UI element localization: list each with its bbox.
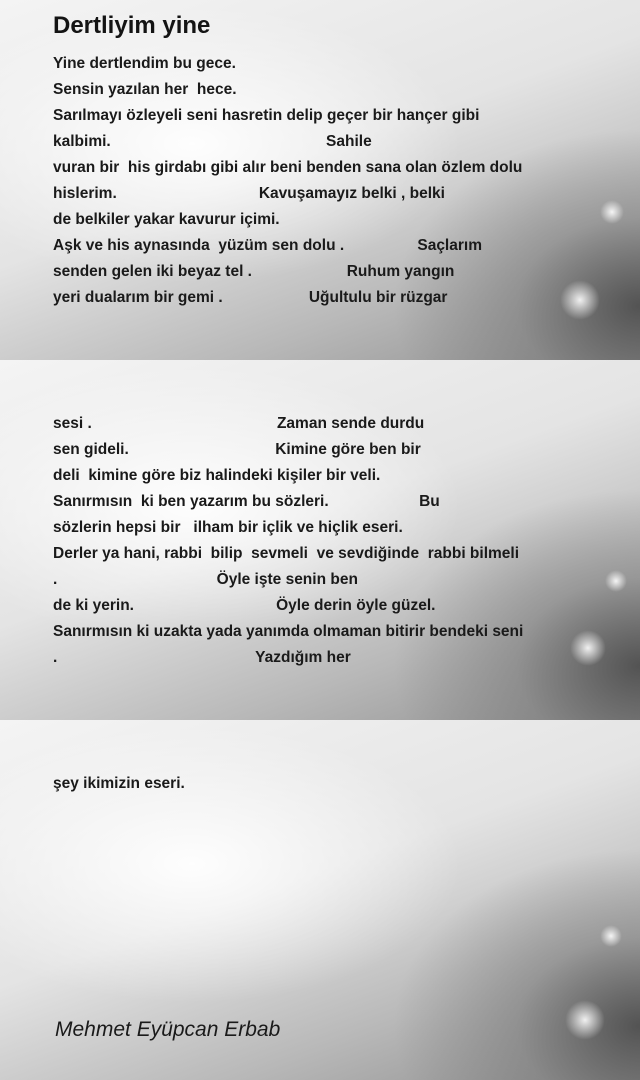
- poem-lines-page-1: [53, 51, 522, 311]
- poem-line: hislerim. Kavuşamayız belki , belki: [53, 185, 445, 202]
- poem-line: de belkiler yakar kavurur içimi.: [53, 211, 280, 228]
- poem-line: vuran bir his girdabı gibi alır beni benden sana olan özlem dolu: [53, 159, 523, 176]
- poem-line: de ki yerin. Öyle derin öyle güzel.: [53, 597, 436, 614]
- poem-line: Sanırmısın ki ben yazarım bu sözleri. Bu: [53, 493, 440, 510]
- page-3: [0, 720, 640, 1080]
- sparkle-decoration: [600, 200, 624, 224]
- sparkle-decoration: [600, 925, 622, 947]
- poem-line: sesi . Zaman sende durdu: [53, 415, 425, 432]
- poem-line: Sarılmayı özleyeli seni hasretin delip geçer bir hançer gibi: [53, 107, 480, 124]
- poem-line: şey ikimizin eseri.: [53, 775, 185, 792]
- poem-line: kalbimi. Sahile: [53, 133, 372, 150]
- poem-line: yeri dualarım bir gemi . Uğultulu bir rüzgar: [53, 289, 448, 306]
- poem-title: Dertliyim yine: [53, 12, 211, 39]
- author-name: Mehmet Eyüpcan Erbab: [55, 1018, 281, 1041]
- poem-line: Aşk ve his aynasında yüzüm sen dolu . Saçlarım: [53, 237, 482, 254]
- poem-line: . Öyle işte senin ben: [53, 571, 358, 588]
- poem-line: senden gelen iki beyaz tel . Ruhum yangın: [53, 263, 455, 280]
- poem-line: Yine dertlendim bu gece.: [53, 55, 236, 72]
- poem-line: sözlerin hepsi bir ilham bir içlik ve hiçlik eseri.: [53, 519, 403, 536]
- sparkle-decoration: [560, 280, 600, 320]
- page-1: [0, 0, 640, 360]
- page-2: [0, 360, 640, 720]
- poem-lines-page-2: [53, 411, 523, 671]
- poem-line: . Yazdığım her: [53, 649, 351, 666]
- poem-line: sen gideli. Kimine göre ben bir: [53, 441, 421, 458]
- poem-line: Derler ya hani, rabbi bilip sevmeli ve sevdiğinde rabbi bilmeli: [53, 545, 520, 562]
- poem-line: Sensin yazılan her hece.: [53, 81, 237, 98]
- sparkle-decoration: [565, 1000, 605, 1040]
- poem-lines-page-3: [53, 771, 185, 797]
- sparkle-decoration: [605, 570, 627, 592]
- poem-line: Sanırmısın ki uzakta yada yanımda olmaman bitirir bendeki seni: [53, 623, 524, 640]
- poem-line: deli kimine göre biz halindeki kişiler bir veli.: [53, 467, 381, 484]
- sparkle-decoration: [570, 630, 606, 666]
